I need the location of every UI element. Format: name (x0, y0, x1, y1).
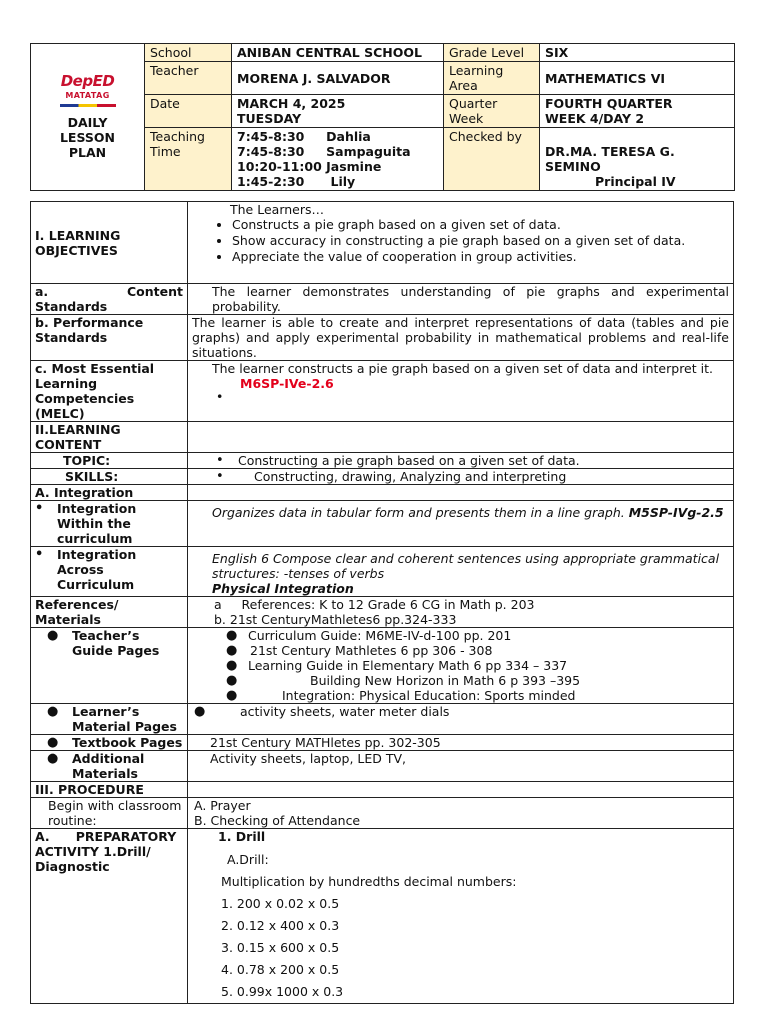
integration-label: A. Integration (31, 485, 188, 501)
routine-cell (188, 798, 734, 829)
skills-text: Constructing, drawing, Analyzing and interpreting (254, 469, 567, 484)
time-row: 7:45-8:30 Sampaguita (237, 144, 411, 159)
textbook-row (31, 735, 734, 751)
content-standards-label: a. Content Standards (31, 284, 188, 315)
quarter-line: FOURTH QUARTER (545, 96, 673, 111)
additional-materials-row (31, 751, 734, 782)
integration-header-row (31, 485, 734, 501)
skills-row (31, 469, 734, 485)
routine-row (31, 798, 734, 829)
drill-item: 4. 0.78 x 200 x 0.5 (221, 962, 340, 977)
school-value: ANIBAN CENTRAL SCHOOL (232, 44, 444, 62)
procedure-empty (188, 782, 734, 798)
learning-area-label: Learning Area (444, 62, 540, 95)
checker-title: Principal IV (595, 174, 676, 189)
content-standards-row (31, 284, 734, 315)
melc-cell (188, 361, 734, 422)
references-row (31, 597, 734, 628)
time-row: 1:45-2:30 Lily (237, 174, 356, 189)
doc-title-line: LESSON (59, 130, 116, 145)
references-cell (188, 597, 734, 628)
objectives-intro: The Learners… (230, 202, 325, 217)
performance-standards-label: b. Performance Standards (31, 315, 188, 361)
checker-name: DR.MA. TERESA G. SEMINO (545, 144, 675, 174)
time-row: 10:20-11:00 Jasmine (237, 159, 382, 174)
textbook-label-cell (31, 735, 188, 751)
grade-label: Grade Level (444, 44, 540, 62)
objectives-list (192, 217, 729, 265)
objectives-label: I. LEARNING OBJECTIVES (31, 202, 188, 284)
doc-title-line: PLAN (68, 145, 107, 160)
learners-material-row (31, 704, 734, 735)
bullet: ● (226, 688, 238, 703)
integration-within-row (31, 501, 734, 547)
objective-item: • Constructs a pie graph based on a given set of data. (232, 217, 729, 233)
bullet: ● (226, 658, 238, 673)
teacher-value: MORENA J. SALVADOR (232, 62, 444, 95)
teachers-guide-item: Integration: Physical Education: Sports minded (282, 688, 576, 703)
bullet: ● (47, 704, 59, 719)
logo-subtext: MATATAG (65, 91, 110, 100)
teachers-guide-item: Curriculum Guide: M6ME-IV-d-100 pp. 201 (248, 628, 512, 643)
teacher-label: Teacher (145, 62, 232, 95)
drill-item: 1. 200 x 0.02 x 0.5 (221, 896, 340, 911)
checked-by-label: Checked by (444, 128, 540, 191)
additional-materials-text: Activity sheets, laptop, LED TV, (188, 751, 734, 782)
skills-cell (188, 469, 734, 485)
routine-prayer: A. Prayer (194, 798, 251, 813)
topic-cell (188, 453, 734, 469)
melc-empty-bullet: • (216, 389, 224, 404)
bullet: • (35, 547, 44, 562)
preparatory-label (31, 829, 188, 1004)
logo-bar (60, 104, 116, 107)
procedure-label: III. PROCEDURE (31, 782, 188, 798)
additional-materials-label-cell (31, 751, 188, 782)
header-table (30, 43, 735, 191)
teachers-guide-item: Learning Guide in Elementary Math 6 pp 334 – 337 (248, 658, 568, 673)
learning-content-label: II.LEARNING CONTENT (31, 422, 188, 453)
melc-label: c. Most Essential Learning Competencies (MELC) (31, 361, 188, 422)
bullet: ● (47, 735, 59, 750)
bullet: ● (194, 704, 206, 719)
date-label: Date (145, 95, 232, 128)
teachers-guide-item: 21st Century Mathletes 6 pp 306 - 308 (250, 643, 493, 658)
integration-across-text: English 6 Compose clear and coherent sentences using appropriate grammatical structures: -tenses of verbs (212, 551, 720, 581)
learners-material-label-cell (31, 704, 188, 735)
performance-standards-text: The learner is able to create and interpret representations of data (tables and pie graphs) and apply experimental probability in mathematical problems and real-life situations. (188, 315, 734, 361)
learners-material-cell (188, 704, 734, 735)
objectives-cell (188, 202, 734, 284)
bullet: • (216, 453, 224, 468)
bullet: • (35, 501, 44, 516)
topic-row (31, 453, 734, 469)
drill-cell (188, 829, 734, 1004)
integration-across-row (31, 547, 734, 597)
learning-content-empty (188, 422, 734, 453)
teachers-guide-label: Teacher’s Guide Pages (72, 628, 160, 658)
melc-text: The learner constructs a pie graph based on a given set of data and interpret it. (212, 361, 713, 376)
topic-label: TOPIC: (31, 453, 188, 469)
integration-across-extra: Physical Integration (212, 581, 354, 596)
day-line: TUESDAY (237, 111, 302, 126)
melc-row (31, 361, 734, 422)
learners-material-label: Learner’s Material Pages (72, 704, 177, 734)
integration-within-code: M5SP-IVg-2.5 (628, 505, 724, 520)
teachers-guide-cell (188, 628, 734, 704)
doc-title (36, 115, 139, 160)
performance-standards-row (31, 315, 734, 361)
preparatory-row (31, 829, 734, 1004)
date-value (232, 95, 444, 128)
drill-item: 3. 0.15 x 600 x 0.5 (221, 940, 340, 955)
integration-within-label: Integration Within the curriculum (57, 501, 137, 546)
textbook-label: Textbook Pages (72, 735, 183, 750)
skills-label: SKILLS: (31, 469, 188, 485)
drill-intro: Multiplication by hundredths decimal numbers: (221, 874, 517, 889)
reference-b: b. 21st CenturyMathletes6 pp.324-333 (214, 612, 457, 627)
teachers-guide-label-cell (31, 628, 188, 704)
checked-by-value (540, 128, 735, 191)
integration-within-label-cell (31, 501, 188, 547)
content-standards-text: The learner demonstrates understanding of pie graphs and experimental probability. (188, 284, 734, 315)
routine-label: Begin with classroom routine: (31, 798, 188, 829)
integration-across-cell (188, 547, 734, 597)
reference-a: a References: K to 12 Grade 6 CG in Math p. 203 (214, 597, 535, 612)
integration-within-text: Organizes data in tabular form and presents them in a line graph. (212, 505, 625, 520)
learning-content-row (31, 422, 734, 453)
integration-across-label: Integration Across Curriculum (57, 547, 137, 592)
teaching-time-value (232, 128, 444, 191)
objective-item: • Show accuracy in constructing a pie graph based on a given set of data. (232, 233, 729, 249)
objective-item: • Appreciate the value of cooperation in group activities. (232, 249, 729, 265)
topic-text: Constructing a pie graph based on a given set of data. (238, 453, 580, 468)
lesson-plan-table (30, 201, 734, 1004)
bullet: • (216, 469, 224, 484)
quarter-value (540, 95, 735, 128)
drill-item: 2. 0.12 x 400 x 0.3 (221, 918, 340, 933)
learning-area-value: MATHEMATICS VI (540, 62, 735, 95)
school-label: School (145, 44, 232, 62)
additional-materials-label: Additional Materials (72, 751, 145, 781)
bullet: ● (226, 643, 238, 658)
drill-item: 5. 0.99x 1000 x 0.3 (221, 984, 344, 999)
deped-logo (60, 74, 116, 107)
drill-subheading: A.Drill: (227, 852, 269, 867)
bullet: ● (226, 673, 238, 688)
integration-within-cell (188, 501, 734, 547)
teachers-guide-row (31, 628, 734, 704)
routine-attendance: B. Checking of Attendance (194, 813, 361, 828)
time-row: 7:45-8:30 Dahlia (237, 129, 371, 144)
week-line: WEEK 4/DAY 2 (545, 111, 645, 126)
bullet: ● (47, 751, 59, 766)
melc-code: M6SP-IVe-2.6 (240, 376, 334, 391)
preparatory-label-text: A. PREPARATORY ACTIVITY 1.Drill/ Diagnostic (35, 829, 181, 874)
textbook-text: 21st Century MATHletes pp. 302-305 (188, 735, 734, 751)
quarter-label: Quarter Week (444, 95, 540, 128)
grade-value: SIX (540, 44, 735, 62)
teachers-guide-item: Building New Horizon in Math 6 p 393 –395 (310, 673, 581, 688)
logo-text: DepED (60, 72, 115, 90)
learners-material-text: activity sheets, water meter dials (240, 704, 450, 719)
integration-across-label-cell (31, 547, 188, 597)
drill-heading: 1. Drill (218, 829, 266, 844)
logo-cell (31, 44, 145, 191)
objectives-row (31, 202, 734, 284)
integration-empty (188, 485, 734, 501)
references-label: References/ Materials (31, 597, 188, 628)
date-line: MARCH 4, 2025 (237, 96, 346, 111)
doc-title-line: DAILY (67, 115, 108, 130)
procedure-row (31, 782, 734, 798)
bullet: ● (226, 628, 238, 643)
teaching-time-label: Teaching Time (145, 128, 232, 191)
bullet: ● (47, 628, 59, 643)
